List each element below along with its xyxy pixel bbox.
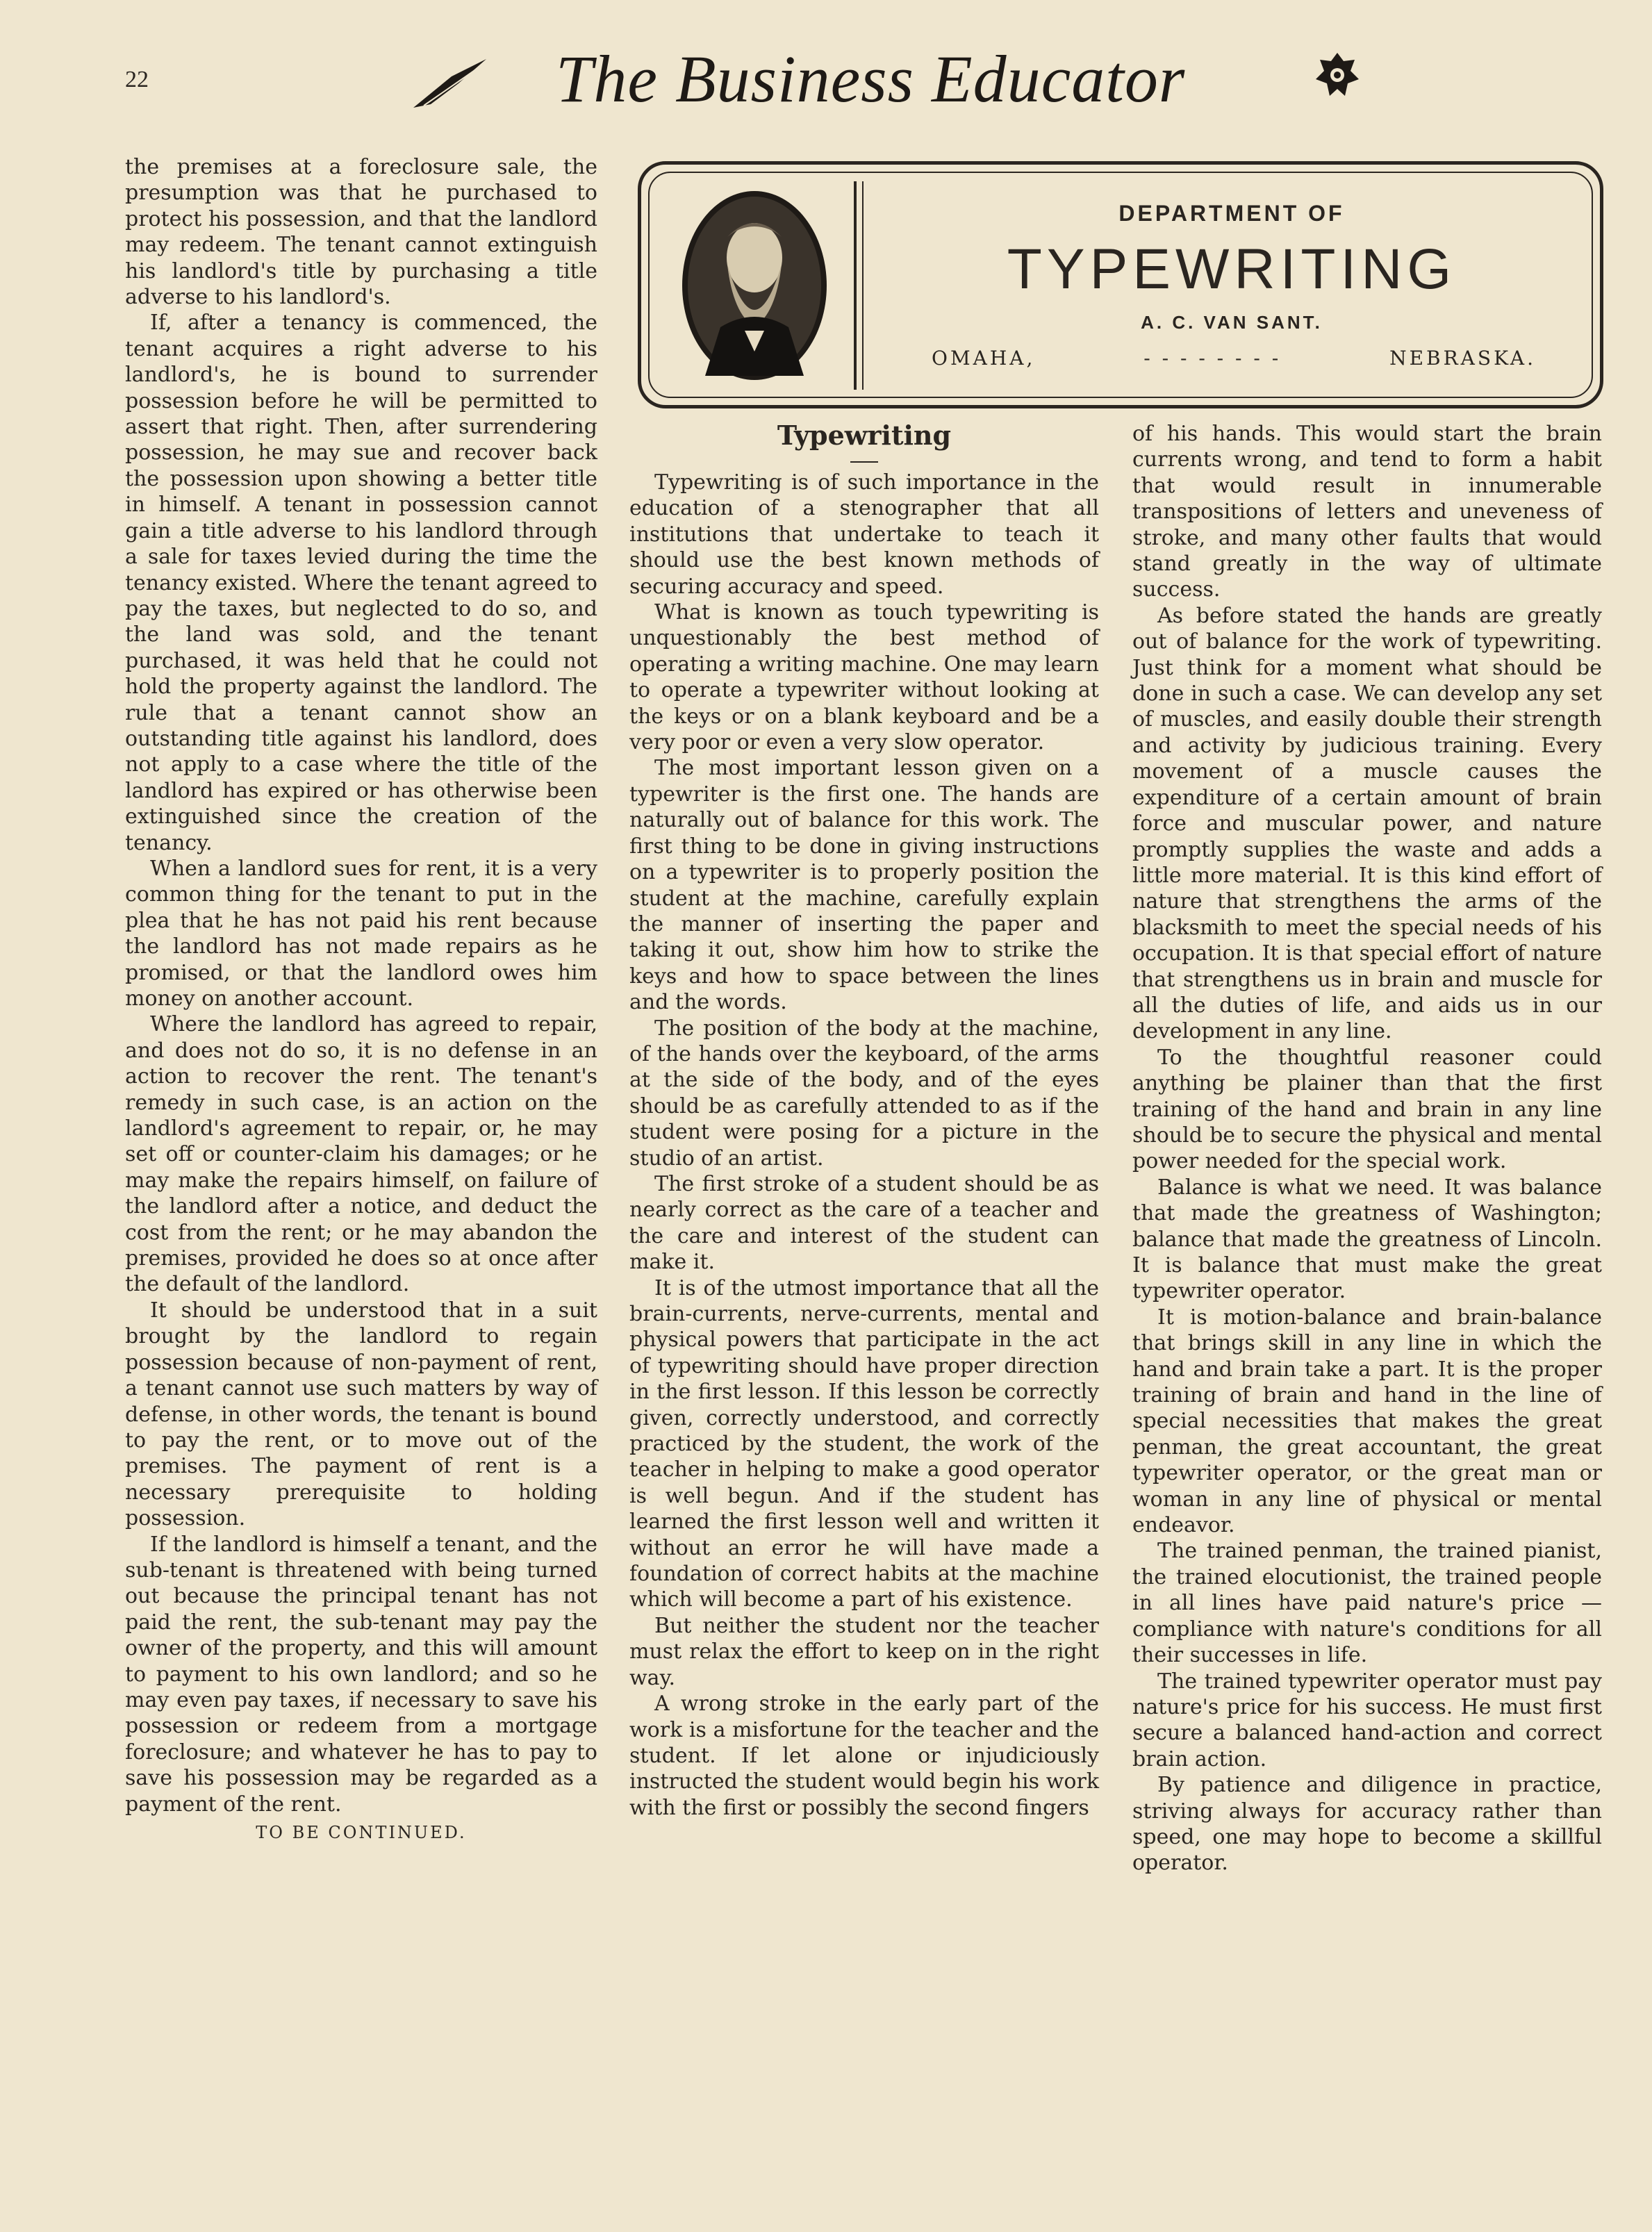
author-portrait: [679, 188, 830, 383]
heading-rule: [850, 461, 878, 463]
paragraph: But neither the student nor the teacher must relax the effort to keep on in the right way.: [629, 1613, 1099, 1690]
left-column: [125, 154, 597, 1846]
paragraph: As before stated the hands are greatly out of balance for the work of typewriting. Just think for a moment what should be done in such a case. We can develop any set of muscles, and easily double their strength and activity by judicious training. Every movement of a muscle causes the expenditure of a certain amount of brain force and muscular power, and nature promptly supplies the waste and adds a little more material. It is this kind effort of nature that strengthens the arms of the blacksmith to meet the special needs of his occupation. It is that special effort of nature that strengthens us in brain and muscle for all the duties of life, and aids us in our development in any line.: [1132, 603, 1602, 1044]
location-state: NEBRASKA.: [1389, 347, 1536, 370]
paragraph: The trained typewriter operator must pay nature's price for his success. He must first secure a balanced hand-action and correct brain action.: [1132, 1669, 1602, 1771]
page-number: 22: [125, 67, 149, 92]
department-title: TYPEWRITING: [1007, 238, 1457, 301]
paragraph: When a landlord sues for rent, it is a very common thing for the tenant to put in the plea that he has not paid his rent because the landlord has not made repairs as he promised, or that the landlord owes him money on another account.: [125, 856, 597, 1011]
department-author: A. C. VAN SANT.: [1141, 312, 1323, 333]
paragraph: If, after a tenancy is commenced, the tenant acquires a right adverse to his landlord's, he is bound to surrender possession before he will be permitted to assert that right. Then, after surrendering possession, he may sue and recover back the possession upon showing a better title in himself. A tenant in possession cannot gain a title adverse to his landlord through a sale for taxes levied during the time the tenancy existed. Where the tenant agreed to pay the taxes, but neglected to do so, and the land was sold, and the tenant purchased, it was held that he could not hold the property against the landlord. The rule that a tenant cannot show an outstanding title against his landlord, does not apply to a case where the title of the landlord has expired or has otherwise been extinguished since the creation of the tenancy.: [125, 311, 597, 855]
masthead-title: The Business Educator: [556, 42, 1186, 116]
paragraph: the premises at a foreclosure sale, the presumption was that he purchased to protect his possession, and that the landlord may redeem. The tenant cannot extinguish his landlord's title by purchasing a title adverse to his landlord's.: [125, 155, 597, 310]
paragraph: It is of the utmost importance that all the brain-currents, nerve-currents, mental and physical powers that participate in the act of typewriting should have proper direction in the first lesson. If this lesson be correctly given, correctly understood, and correctly practiced by the student, the work of the teacher in helping to make a good operator is well begun. And if the student has learned the first lesson well and written it without an error he will have made a foundation of correct habits at the machine which will become a part of his existence.: [629, 1275, 1099, 1612]
paragraph: A wrong stroke in the early part of the work is a misfortune for the teacher and the student. If let alone or injudiciously instructed the student would begin his work with the first or possibly the second fingers: [629, 1692, 1099, 1820]
article-heading: Typewriting: [777, 420, 952, 451]
paragraph: The trained penman, the trained pianist, the trained elocutionist, the trained people in all lines have paid nature's price — compliance with nature's conditions for all their successes in life.: [1132, 1539, 1602, 1668]
paragraph: By patience and diligence in practice, striving always for accuracy rather than speed, one may hope to become a skillful operator.: [1132, 1773, 1602, 1876]
location-city: OMAHA,: [932, 347, 1036, 370]
middle-column: [629, 470, 1099, 1821]
paragraph: If the landlord is himself a tenant, and the sub-tenant is threatened with being turned out because the principal tenant has not paid the rent, the sub-tenant may pay the owner of the property, and this will amount to payment to his own landlord; and so he may even pay taxes, if necessary to save his possession or redeem from a mortgage foreclosure; and whatever he has to pay to save his possession may be regarded as a payment of the rent.: [125, 1532, 597, 1817]
paragraph: Where the landlord has agreed to repair, and does not do so, it is no defense in an action to recover the rent. The tenant's remedy in such case, is an action on the landlord's agreement to repair, or, he may set off or counter-claim his damages; or he may make the repairs himself, on failure of the landlord after a notice, and deduct the cost from the rent; or he may abandon the premises, provided he does so at once after the default of the landlord.: [125, 1012, 597, 1297]
portrait-divider: [854, 181, 857, 390]
paragraph: The first stroke of a student should be as nearly correct as the care of a teacher and the care and interest of the student can make it.: [629, 1171, 1099, 1275]
paragraph: of his hands. This would start the brain currents wrong, and tend to form a habit that would result in innumerable transpositions of letters and uneveness of stroke, and many other faults that would stand greatly in the way of ultimate success.: [1132, 422, 1602, 602]
quill-icon: [410, 56, 493, 111]
paragraph: Typewriting is of such importance in the education of a stenographer that all institutions that undertake to teach it should use the best known methods of securing accuracy and speed.: [629, 470, 1099, 599]
department-location: [932, 347, 1536, 370]
department-label: DEPARTMENT OF: [1118, 201, 1345, 226]
location-dashes: - - - - - - - -: [1143, 347, 1282, 370]
right-column: [1132, 421, 1602, 1876]
paragraph: To the thoughtful reasoner could anything be plainer than that the first training of the hand and brain in any line should be to secure the physical and mental power needed for the special work.: [1132, 1045, 1602, 1174]
paragraph: The most important lesson given on a typewriter is the first one. The hands are naturally out of balance for this work. The first thing to be done in giving instructions on a typewriter is to properly position the student at the machine, carefully explain the manner of inserting the paper and taking it out, show him how to strike the keys and how to space between the lines and the words.: [629, 756, 1099, 1015]
masthead: [403, 28, 1362, 132]
paragraph: The position of the body at the machine, of the hands over the keyboard, of the arms at the side of the body, and of the eyes should be as carefully attended to as if the student were posing for a picture in the studio of an artist.: [629, 1016, 1099, 1171]
paragraph: It should be understood that in a suit brought by the landlord to regain possession because of non-payment of rent, a tenant cannot use such matters by way of defense, in other words, the tenant is bound to pay the rent, or to move out of the premises. The payment of rent is a necessary prerequisite to holding possession.: [125, 1298, 597, 1531]
department-header-box: [638, 161, 1603, 408]
emblem-icon: [1313, 49, 1362, 104]
continued-note: TO BE CONTINUED.: [256, 1823, 467, 1842]
paragraph: It is motion-balance and brain-balance that brings skill in any line in which the hand and brain take a part. It is the proper training of brain and hand in the line of special necessities that makes the great penman, the great accountant, the great typewriter operator, or the great man or woman in any line of physical or mental endeavor.: [1132, 1305, 1602, 1538]
paragraph: Balance is what we need. It was balance that made the greatness of Washington; balance that made the greatness of Lincoln. It is balance that must make the great typewriter operator.: [1132, 1175, 1602, 1304]
paragraph: What is known as touch typewriting is unquestionably the best method of operating a writing machine. One may learn to operate a typewriter without looking at the keys or on a blank keyboard and be a very poor or even a very slow operator.: [629, 600, 1099, 755]
